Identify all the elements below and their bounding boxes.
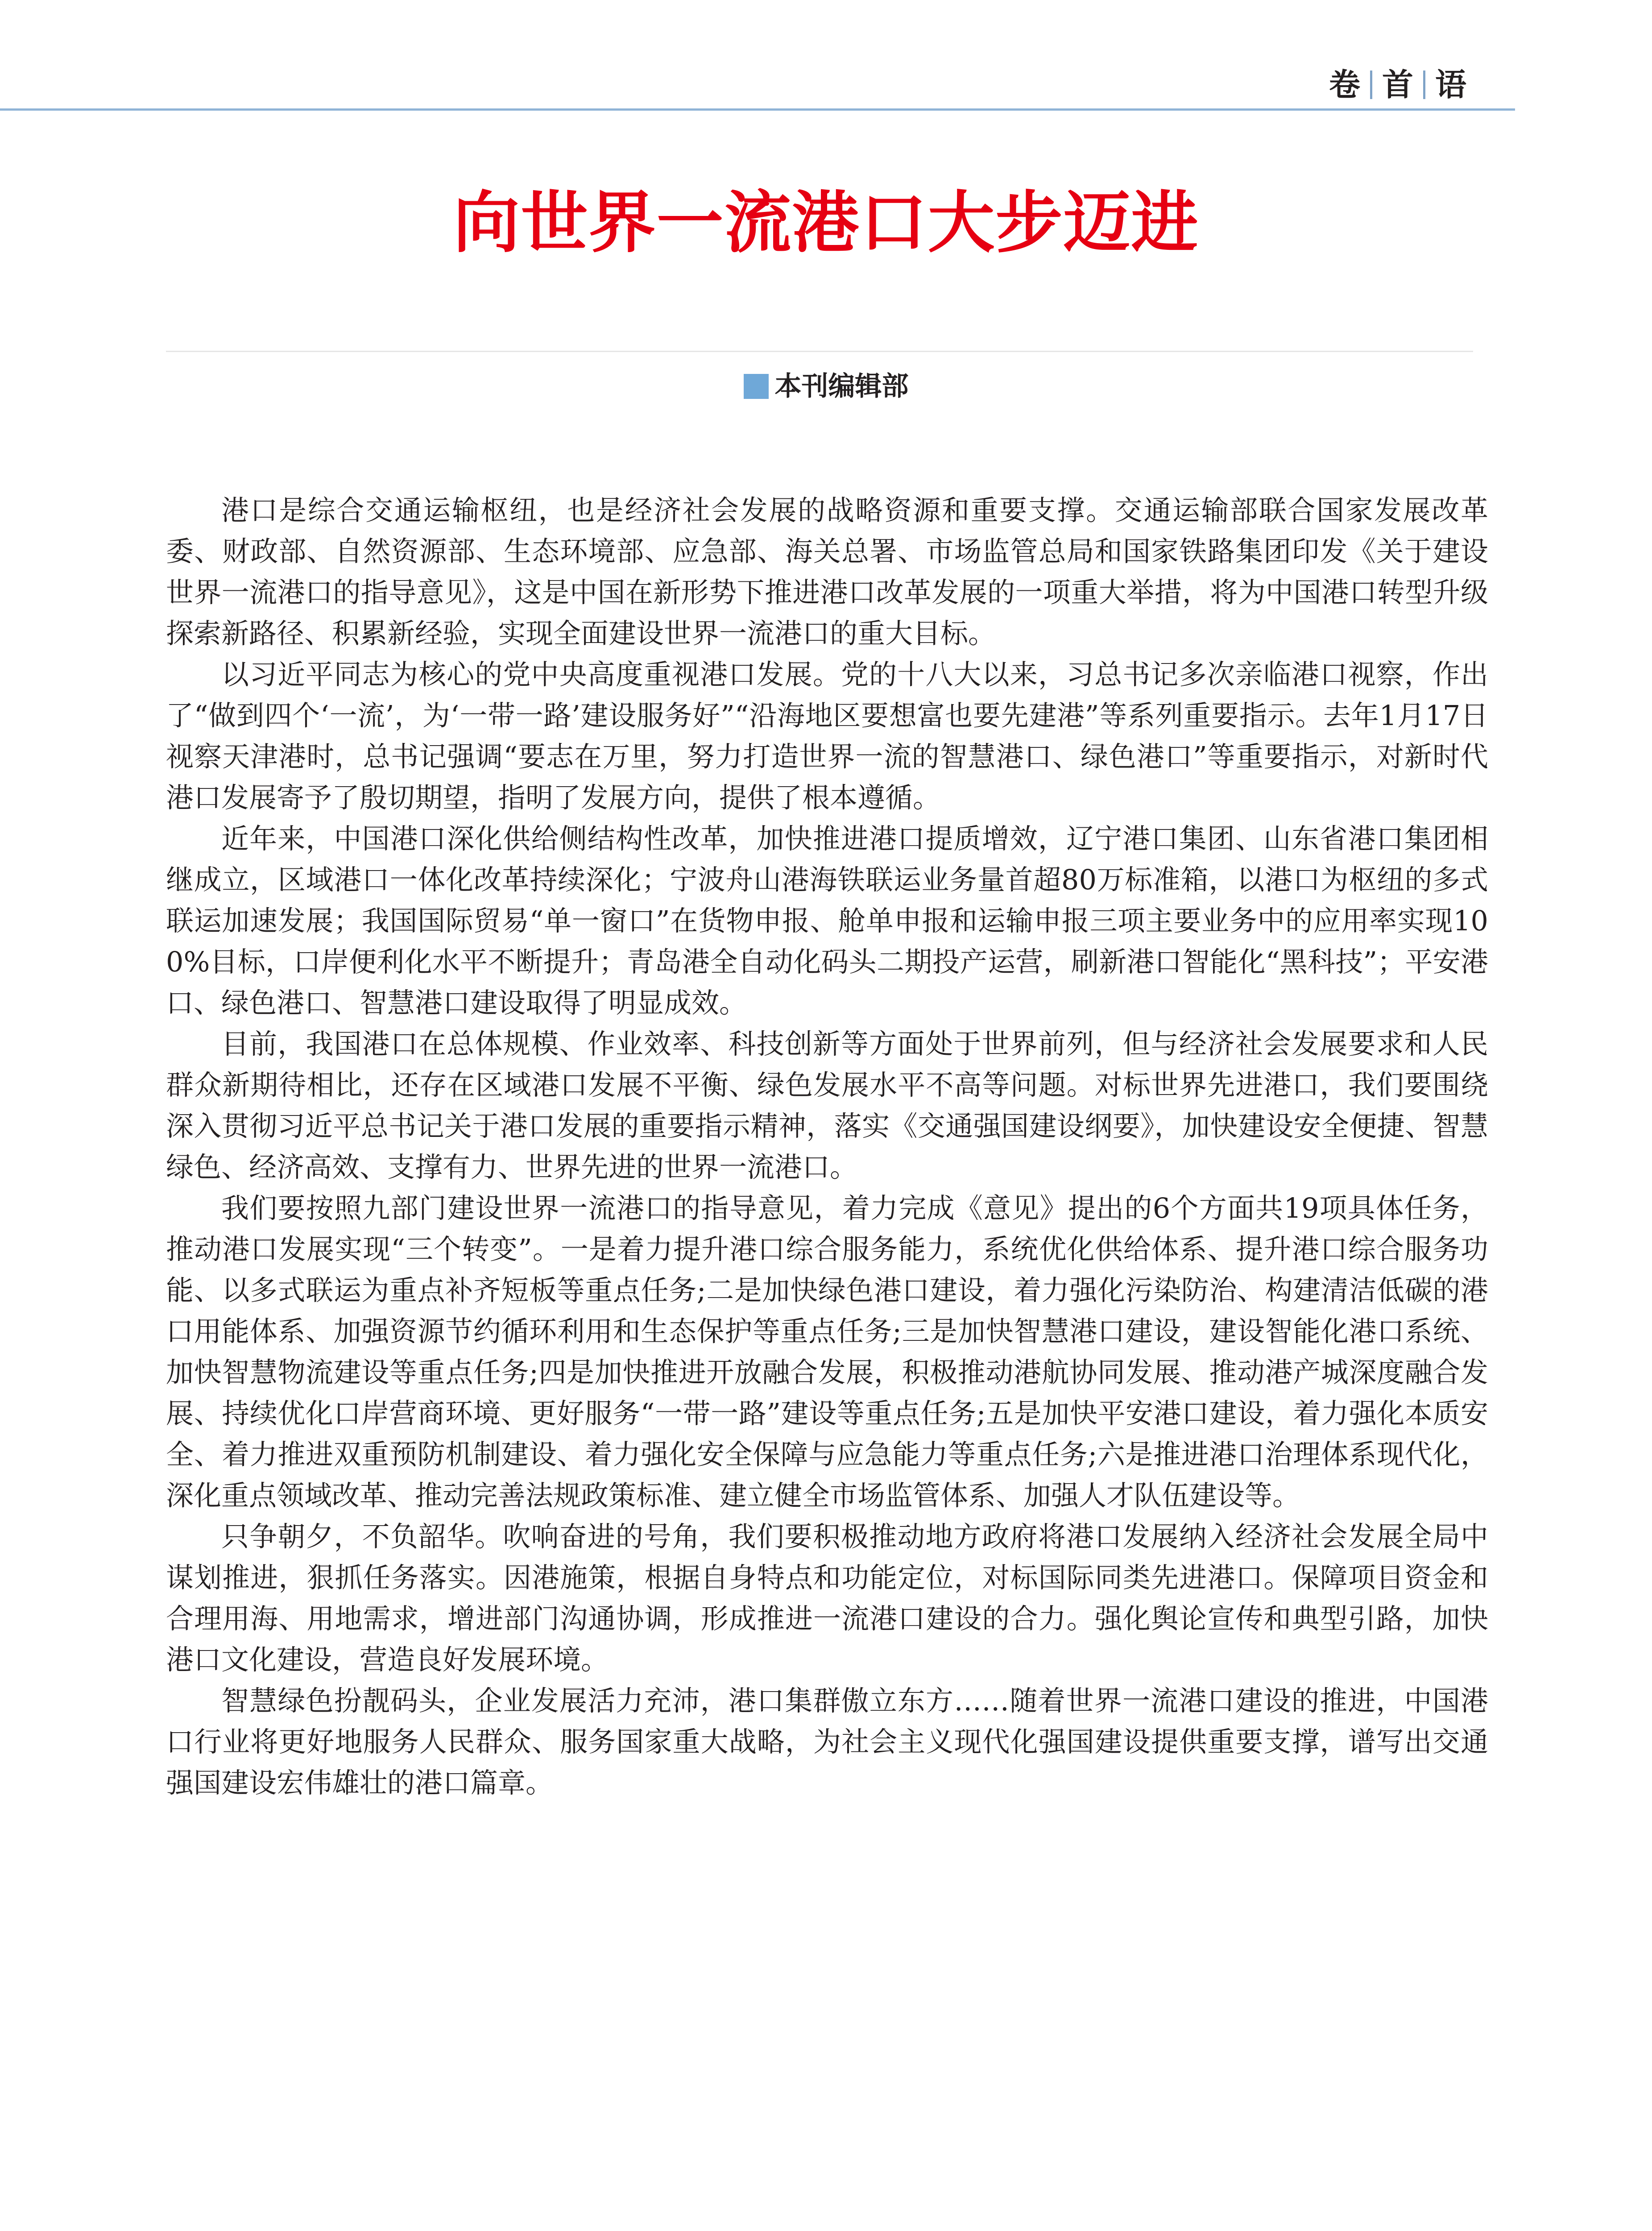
title-divider — [166, 351, 1473, 352]
column-label-separator — [1370, 70, 1372, 99]
article-paragraph: 目前，我国港口在总体规模、作业效率、科技创新等方面处于世界前列，但与经济社会发展要求和人民群众新期待相比，还存在区域港口发展不平衡、绿色发展水平不高等问题。对标世界先进港口，我们要围绕深入贯彻习近平总书记关于港口发展的重要指示精神，落实《交通强国建设纲要》，加快建设安全便捷、智慧绿色、经济高效、支撑有力、世界先进的世界一流港口。 — [166, 1028, 1488, 1183]
header-rule — [0, 108, 1515, 111]
article-paragraph: 我们要按照九部门建设世界一流港口的指导意见，着力完成《意见》提出的6个方面共19项具体任务，推动港口发展实现“三个转变”。一是着力提升港口综合服务能力，系统优化供给体系、提升港口综合服务功能、以多式联运为重点补齐短板等重点任务;二是加快绿色港口建设，着力强化污染防治、构建清洁低碳的港口用能体系、加强资源节约循环利用和生态保护等重点任务;三是加快智慧港口建设，建设智能化港口系统、加快智慧物流建设等重点任务;四是加快推进开放融合发展，积极推动港航协同发展、推动港产城深度融合发展、持续优化口岸营商环境、更好服务“一带一路”建设等重点任务;五是加快平安港口建设，着力强化本质安全、着力推进双重预防机制建设、着力强化安全保障与应急能力等重点任务;六是推进港口治理体系现代化，深化重点领域改革、推动完善法规政策标准、建立健全市场监管体系、加强人才队伍建设等。 — [166, 1192, 1488, 1512]
article-paragraph: 近年来，中国港口深化供给侧结构性改革，加快推进港口提质增效，辽宁港口集团、山东省港口集团相继成立，区域港口一体化改革持续深化；宁波舟山港海铁联运业务量首超80万标准箱，以港口为枢纽的多式联运加速发展；我国国际贸易“单一窗口”在货物申报、舱单申报和运输申报三项主要业务中的应用率实现100%目标，口岸便利化水平不断提升；青岛港全自动化码头二期投产运营，刷新港口智能化“黑科技”；平安港口、绿色港口、智慧港口建设取得了明显成效。 — [166, 822, 1488, 1019]
byline-square-icon — [744, 374, 769, 399]
column-label-char: 首 — [1382, 66, 1413, 103]
column-label-char: 语 — [1435, 66, 1466, 103]
article-paragraph: 智慧绿色扮靓码头，企业发展活力充沛，港口集群傲立东方……随着世界一流港口建设的推进，中国港口行业将更好地服务人民群众、服务国家重大战略，为社会主义现代化强国建设提供重要支撑，谱写出交通强国建设宏伟雄壮的港口篇章。 — [166, 1684, 1488, 1799]
article-paragraph: 以习近平同志为核心的党中央高度重视港口发展。党的十八大以来，习总书记多次亲临港口视察，作出了“做到四个‘一流’，为‘一带一路’建设服务好”“沿海地区要想富也要先建港”等系列重要指示。去年1月17日视察天津港时，总书记强调“要志在万里，努力打造世界一流的智慧港口、绿色港口”等重要指示，对新时代港口发展寄予了殷切期望，指明了发展方向，提供了根本遵循。 — [166, 658, 1488, 814]
article-body — [166, 490, 1488, 1804]
article-paragraph: 港口是综合交通运输枢纽，也是经济社会发展的战略资源和重要支撑。交通运输部联合国家发展改革委、财政部、自然资源部、生态环境部、应急部、海关总署、市场监管总局和国家铁路集团印发《关于建设世界一流港口的指导意见》，这是中国在新形势下推进港口改革发展的一项重大举措，将为中国港口转型升级探索新路径、积累新经验，实现全面建设世界一流港口的重大目标。 — [166, 494, 1488, 650]
article-title: 向世界一流港口大步迈进 — [453, 184, 1199, 262]
byline — [0, 364, 1652, 409]
column-label-separator — [1423, 70, 1425, 99]
article-paragraph: 只争朝夕，不负韶华。吹响奋进的号角，我们要积极推动地方政府将港口发展纳入经济社会发展全局中谋划推进，狠抓任务落实。因港施策，根据自身特点和功能定位，对标国际同类先进港口。保障项目资金和合理用海、用地需求，增进部门沟通协调，形成推进一流港口建设的合力。强化舆论宣传和典型引路，加快港口文化建设，营造良好发展环境。 — [166, 1520, 1488, 1676]
column-label-char: 卷 — [1329, 66, 1360, 103]
byline-author: 本刊编辑部 — [774, 371, 909, 402]
column-label — [1329, 62, 1466, 107]
